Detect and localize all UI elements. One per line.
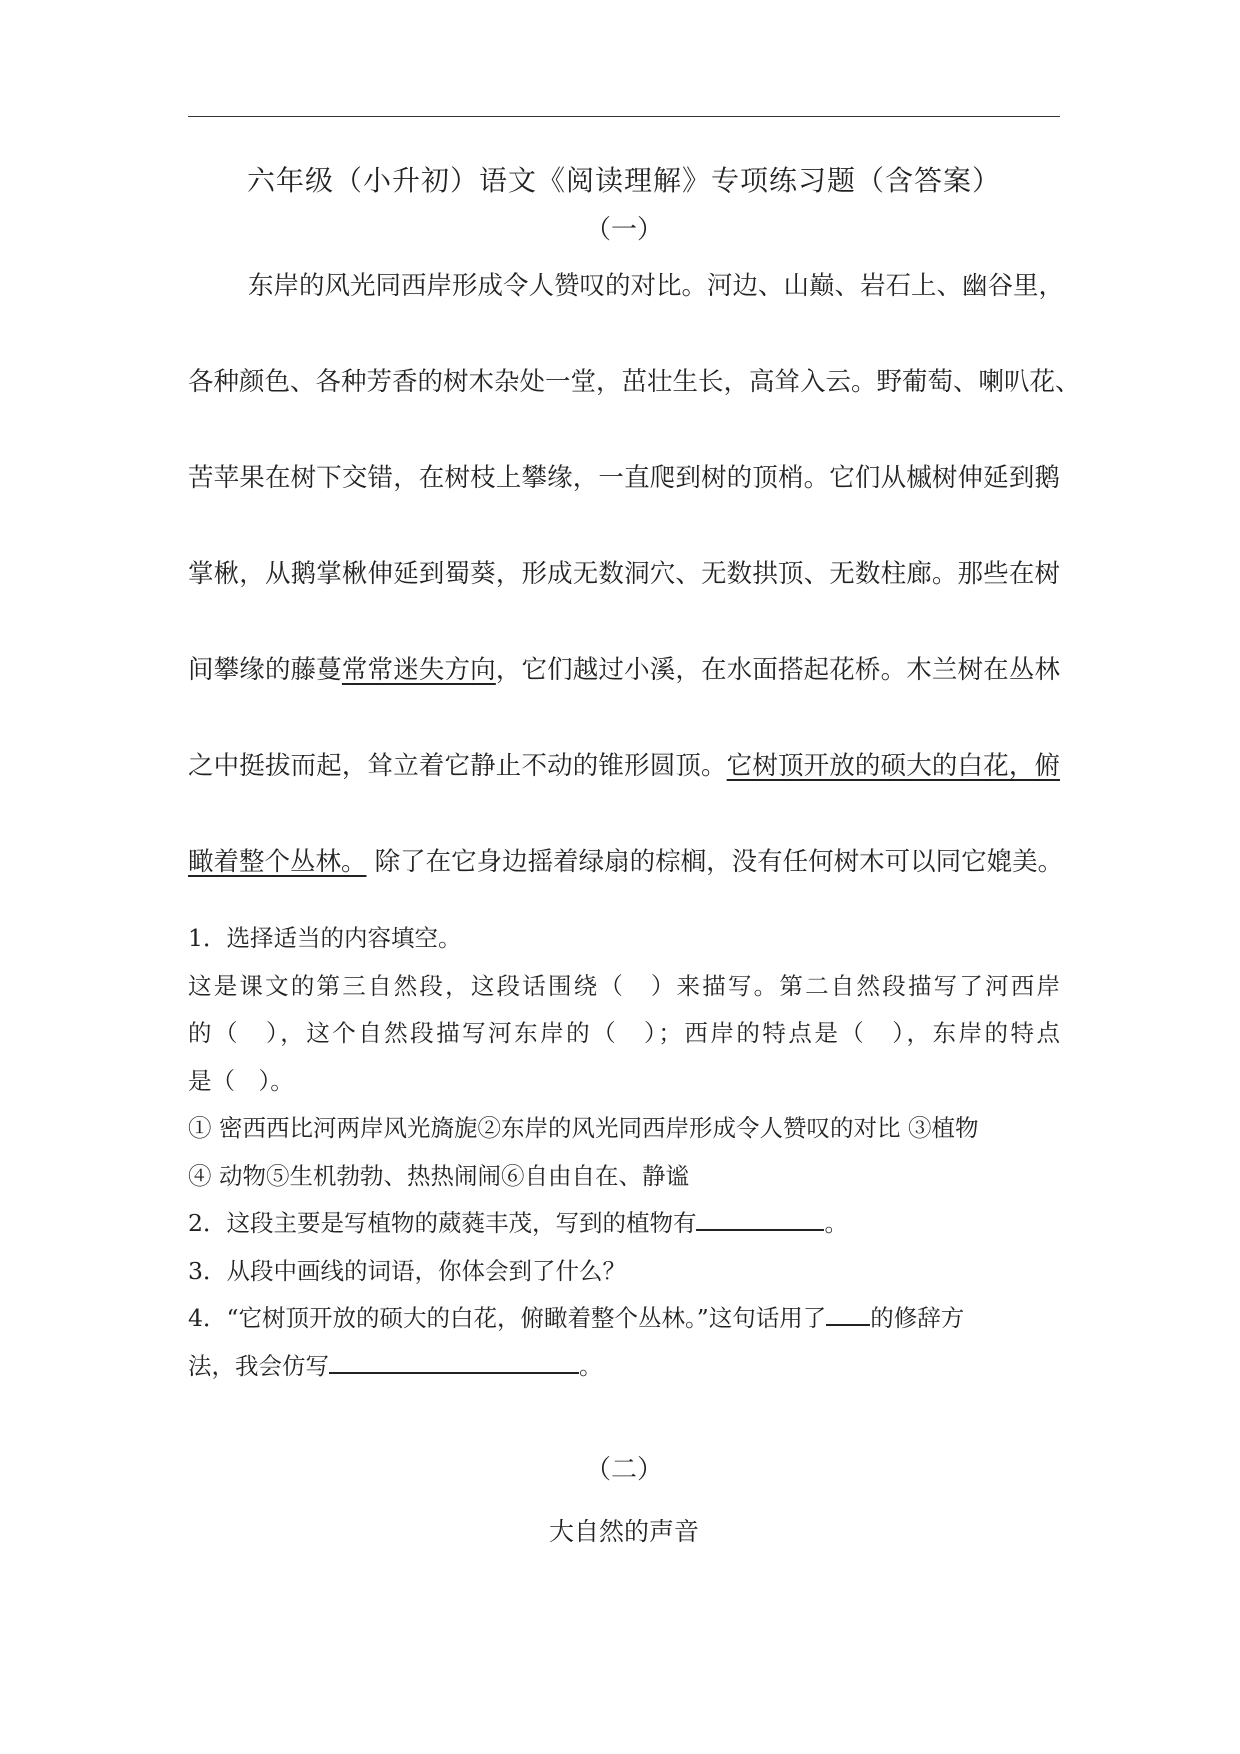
passage-text: 各种颜色、各种芳香的树木杂处一堂，茁壮生长，高耸入云。野葡萄、喇叭花、	[188, 367, 1081, 397]
passage-text: 苦苹果在树下交错，在树枝上攀缘，一直爬到树的顶梢。它们从槭树伸延到鹅	[188, 463, 1060, 493]
passage-line	[188, 460, 1060, 556]
question-4-line-2	[188, 1348, 1060, 1396]
passage-line	[188, 748, 1060, 844]
answer-blank[interactable]	[696, 1205, 824, 1231]
question-4-text: 的修辞方	[870, 1304, 965, 1332]
passage-text: 之中挺拔而起，耸立着它静止不动的锥形圆顶。	[188, 751, 727, 781]
question-1-title: 1．选择适当的内容填空。	[188, 924, 462, 952]
header-rule	[188, 116, 1060, 117]
question-3: 3．从段中画线的词语，你体会到了什么？	[188, 1256, 626, 1285]
document-title: 六年级（小升初）语文《阅读理解》专项练习题（含答案）	[246, 164, 1001, 197]
section-2-heading: （二）	[584, 1455, 663, 1485]
passage	[188, 268, 1081, 940]
question-2-end: 。	[824, 1209, 848, 1237]
passage-text: 掌楸，从鹅掌楸伸延到蜀葵，形成无数洞穴、无数拱顶、无数柱廊。那些在树	[188, 559, 1060, 589]
passage-line	[188, 652, 1060, 748]
question-4-text: 法，我会仿写	[188, 1351, 329, 1380]
answer-blank[interactable]	[826, 1300, 870, 1326]
section-2-title: 大自然的声音	[548, 1517, 699, 1546]
passage-line	[188, 268, 1065, 364]
options-line: ④ 动物⑤生机勃勃、热热闹闹⑥自由自在、静谧	[188, 1161, 689, 1190]
section-1-heading: （一）	[584, 215, 663, 245]
options-line: ① 密西西比河两岸风光旖旎②东岸的风光同西岸形成令人赞叹的对比 ③植物	[188, 1114, 979, 1142]
passage-line	[188, 364, 1081, 460]
passage-text: 东岸的风光同西岸形成令人赞叹的对比。河边、山巅、岩石上、幽谷里，	[248, 271, 1065, 301]
passage-line	[188, 556, 1060, 652]
question-1-line: 是（ ）。	[188, 1066, 294, 1095]
underlined-phrase: 常常迷失方向	[341, 655, 496, 685]
questions	[188, 920, 1060, 1395]
question-1-line: 的（ ），这个自然段描写河东岸的（ ）；西岸的特点是（ ），东岸的特点	[188, 1019, 1060, 1047]
underlined-sentence: 它树顶开放的硕大的白花，俯	[726, 751, 1060, 781]
underlined-sentence: 瞰着整个丛林。	[188, 847, 367, 877]
passage-text: 间攀缘的藤蔓	[188, 655, 342, 685]
question-4-text: 4．“它树顶开放的硕大的白花，俯瞰着整个丛林。”这句话用了	[188, 1304, 827, 1332]
question-2-text: 2．这段主要是写植物的葳蕤丰茂，写到的植物有	[188, 1209, 697, 1237]
question-4	[188, 1300, 1060, 1348]
question-1-line: 这是课文的第三自然段，这段话围绕（ ）来描写。第二自然段描写了河西岸	[188, 971, 1060, 1000]
question-2	[188, 1205, 1060, 1253]
passage-text: 除了在它身边摇着绿扇的棕榈，没有任何树木可以同它媲美。	[366, 847, 1064, 877]
answer-blank[interactable]	[329, 1348, 579, 1374]
question-4-end: 。	[579, 1351, 603, 1380]
passage-text: ，它们越过小溪，在水面搭起花桥。木兰树在丛林	[495, 655, 1060, 685]
